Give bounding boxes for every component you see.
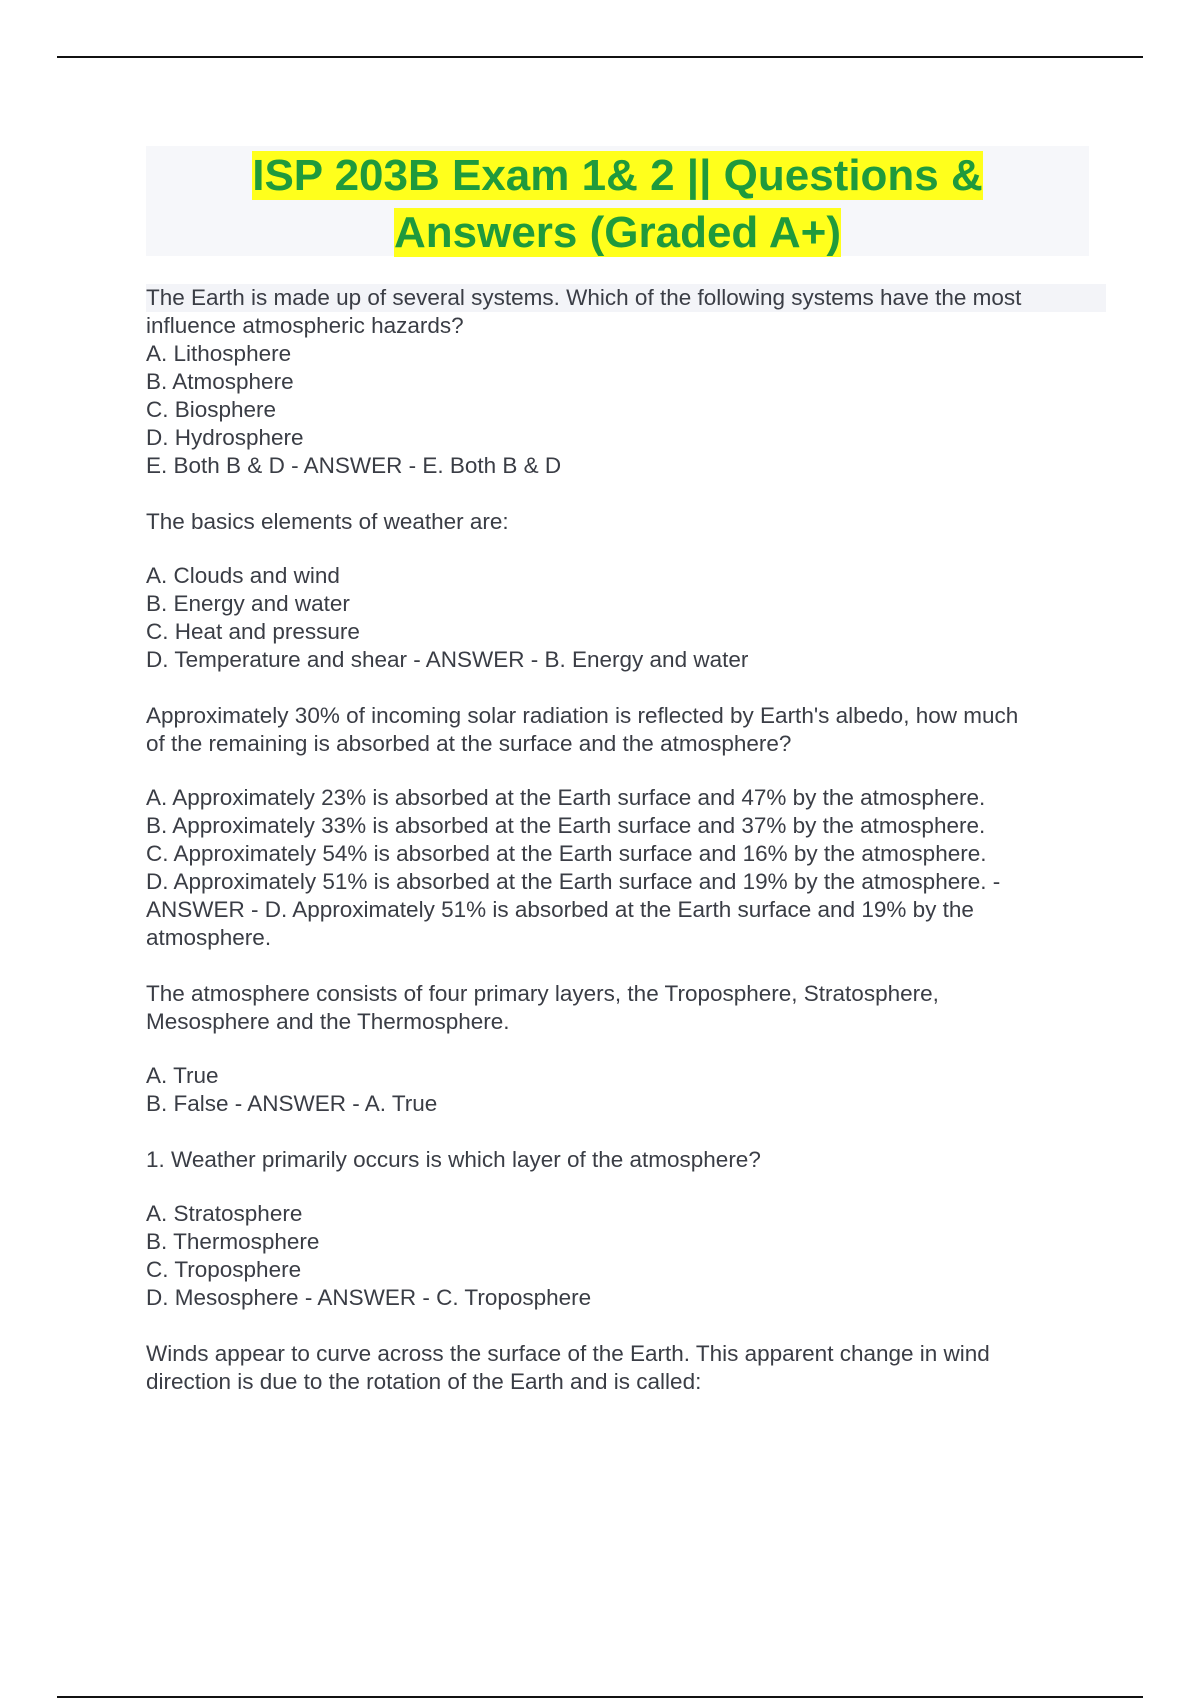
answer-option: B. False - ANSWER - A. True (146, 1091, 438, 1116)
page-title-line-1: ISP 203B Exam 1& 2 || Questions & (252, 151, 983, 200)
bottom-rule (57, 1696, 1143, 1698)
answer-option: E. Both B & D - ANSWER - E. Both B & D (146, 453, 562, 478)
answer-option: C. Approximately 54% is absorbed at the Earth surface and 16% by the atmosphere. (146, 841, 987, 866)
answer-option: A. True (146, 1063, 219, 1088)
answer-option: D. Temperature and shear - ANSWER - B. Energy and water (146, 647, 749, 672)
top-rule (57, 56, 1143, 58)
answer-option: B. Energy and water (146, 591, 350, 616)
question-prompt: Mesosphere and the Thermosphere. (146, 1009, 510, 1034)
question-prompt: Winds appear to curve across the surface of the Earth. This apparent change in wind (146, 1341, 990, 1366)
answer-option: D. Hydrosphere (146, 425, 304, 450)
answer-option: A. Lithosphere (146, 341, 292, 366)
document-body (146, 284, 1106, 1396)
question-block (146, 702, 1106, 952)
answer-option: B. Atmosphere (146, 369, 294, 394)
answer-option: A. Clouds and wind (146, 563, 340, 588)
answer-option: A. Approximately 23% is absorbed at the Earth surface and 47% by the atmosphere. (146, 785, 986, 810)
question-prompt: Approximately 30% of incoming solar radiation is reflected by Earth's albedo, how much (146, 703, 1019, 728)
title-banner (146, 146, 1089, 256)
answer-option: D. Mesosphere - ANSWER - C. Troposphere (146, 1285, 592, 1310)
answer-option: B. Thermosphere (146, 1229, 320, 1254)
question-block (146, 284, 1106, 480)
question-block (146, 1146, 1106, 1312)
question-block (146, 508, 1106, 674)
answer-option: C. Biosphere (146, 397, 277, 422)
answer-option: ANSWER - D. Approximately 51% is absorbed at the Earth surface and 19% by the (146, 897, 974, 922)
question-prompt: The basics elements of weather are: (146, 509, 509, 534)
question-prompt: The Earth is made up of several systems. Which of the following systems have the most (146, 284, 1106, 312)
question-prompt: The atmosphere consists of four primary layers, the Troposphere, Stratosphere, (146, 981, 939, 1006)
answer-option: A. Stratosphere (146, 1201, 303, 1226)
question-prompt: 1. Weather primarily occurs is which layer of the atmosphere? (146, 1147, 761, 1172)
question-prompt: influence atmospheric hazards? (146, 313, 464, 338)
answer-option: atmosphere. (146, 925, 272, 950)
page-title-line-2: Answers (Graded A+) (393, 208, 842, 257)
answer-option: C. Troposphere (146, 1257, 302, 1282)
question-block (146, 980, 1106, 1118)
question-prompt: direction is due to the rotation of the Earth and is called: (146, 1369, 702, 1394)
question-block (146, 1340, 1106, 1396)
question-prompt: of the remaining is absorbed at the surface and the atmosphere? (146, 731, 792, 756)
answer-option: B. Approximately 33% is absorbed at the Earth surface and 37% by the atmosphere. (146, 813, 986, 838)
answer-option: C. Heat and pressure (146, 619, 360, 644)
answer-option: D. Approximately 51% is absorbed at the Earth surface and 19% by the atmosphere. - (146, 869, 1001, 894)
